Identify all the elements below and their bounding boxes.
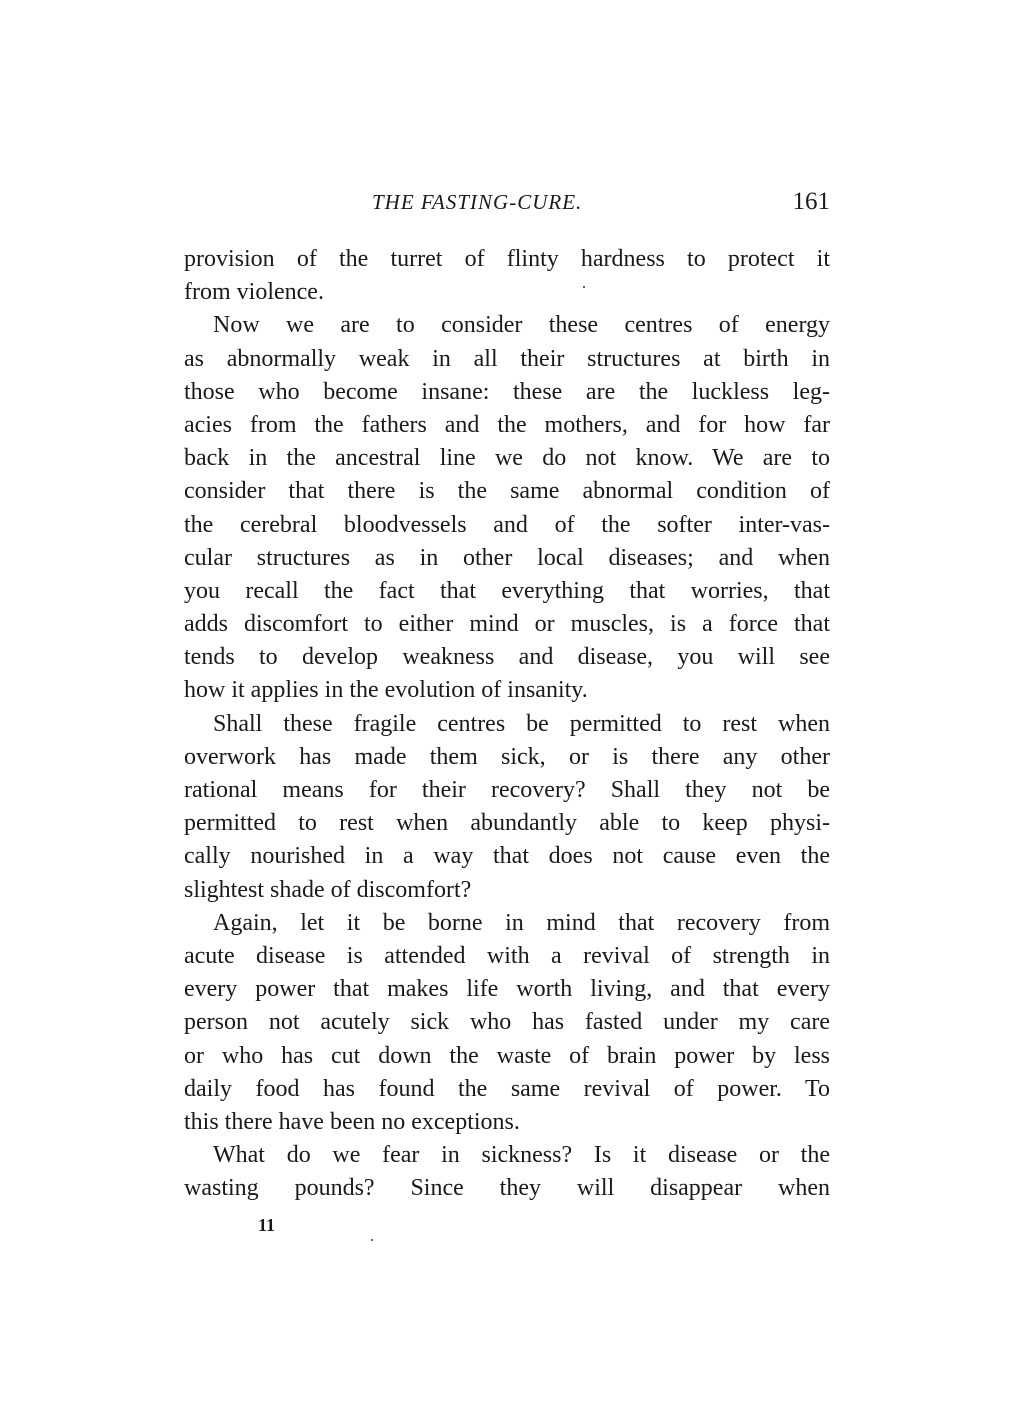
paragraph [184, 907, 830, 1139]
text-line: from violence. [184, 279, 324, 306]
text-line: Shall these fragile centres be permitted to rest when [213, 710, 830, 737]
text-line: tends to develop weakness and disease, you will see [184, 644, 830, 671]
text-line: overwork has made them sick, or is there any other [184, 743, 830, 770]
text-line: or who has cut down the waste of brain power by less [184, 1042, 830, 1069]
text-line: acute disease is attended with a revival of strength in [184, 942, 830, 969]
text-line: slightest shade of discomfort? [184, 876, 472, 903]
text-line: adds discomfort to either mind or muscles, is a force that [184, 611, 830, 638]
signature-mark: 11 [258, 1215, 276, 1235]
text-line: cally nourished in a way that does not cause even the [184, 843, 830, 870]
paragraph [184, 708, 830, 907]
page-header [184, 186, 830, 218]
text-line: the cerebral bloodvessels and of the softer inter-vas- [184, 511, 830, 538]
text-line: this there have been no exceptions. [184, 1108, 520, 1135]
text-line: consider that there is the same abnormal condition of [184, 478, 830, 505]
paper-speck [583, 286, 585, 288]
text-line: wasting pounds? Since they will disappear when [184, 1175, 830, 1202]
text-line: permitted to rest when abundantly able to keep physi- [184, 810, 830, 837]
text-line: cular structures as in other local diseases; and when [184, 544, 830, 571]
running-title: THE FASTING-CURE. [372, 190, 583, 214]
paragraph [184, 243, 830, 309]
text-line: those who become insane: these are the luckless leg- [184, 378, 830, 405]
text-line: back in the ancestral line we do not know. We are to [184, 445, 830, 472]
text-line: rational means for their recovery? Shall they not be [184, 777, 830, 803]
text-line: provision of the turret of flinty hardness to protect it [184, 246, 830, 272]
text-line: you recall the fact that everything that worries, that [184, 577, 830, 604]
text-line: as abnormally weak in all their structures at birth in [184, 345, 830, 372]
text-line: What do we fear in sickness? Is it disease or the [213, 1142, 830, 1169]
paper-speck [371, 1239, 373, 1241]
paragraph [184, 1139, 830, 1205]
text-line: person not acutely sick who has fasted under my care [184, 1009, 830, 1036]
text-line: Again, let it be borne in mind that recovery from [213, 909, 830, 936]
text-line: daily food has found the same revival of power. To [184, 1075, 830, 1102]
text-line: acies from the fathers and the mothers, and for how far [184, 411, 830, 438]
text-line: how it applies in the evolution of insanity. [184, 677, 588, 704]
body-text [184, 243, 830, 1205]
text-line: Now we are to consider these centres of energy [213, 312, 830, 339]
text-line: every power that makes life worth living, and that every [184, 976, 830, 1003]
page-number: 161 [792, 188, 830, 215]
paragraph [184, 309, 830, 707]
